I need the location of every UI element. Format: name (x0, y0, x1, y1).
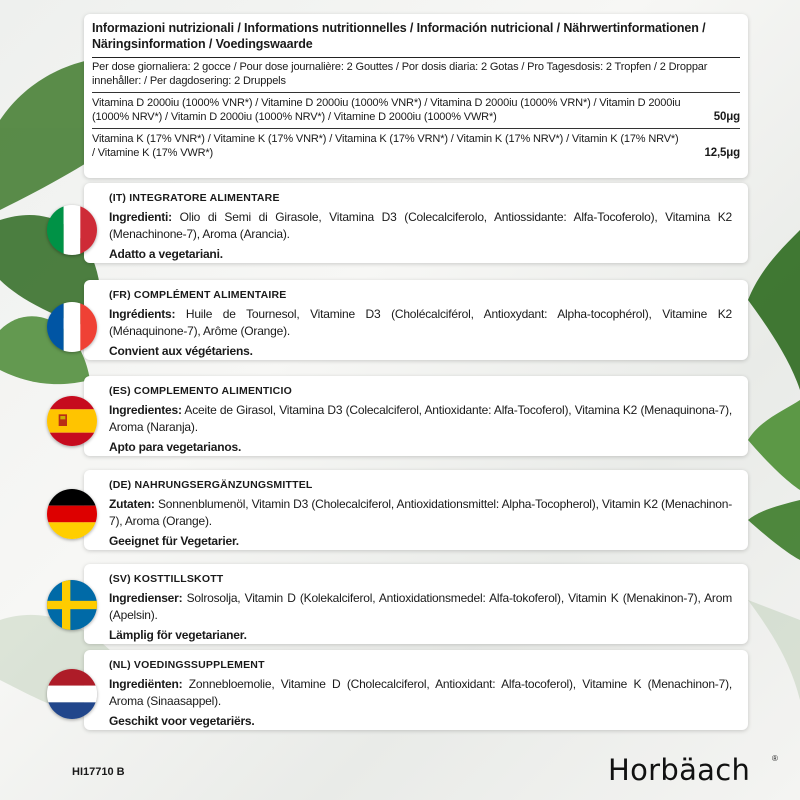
lang-heading: (ES) COMPLEMENTO ALIMENTICIO (109, 385, 292, 397)
ingredients-text (109, 590, 732, 624)
ingredients-list: Olio di Semi di Girasole, Vitamina D3 (Colecalciferolo, Antiossidante: Alfa-Tocoferolo), Vitamina K2 (Menachinone-7), Aroma (Arancia). (109, 210, 732, 241)
ingredients-label: Ingredienser: (109, 591, 183, 605)
lang-heading: (NL) VOEDINGSSUPPLEMENT (109, 659, 265, 671)
registered-mark: ® (772, 754, 778, 763)
ingredients-list: Solrosolja, Vitamin D (Kolekalciferol, Antioxidationsmedel: Alfa-tokoferol), Vitamin K (Menakinon-7), Arom (Apelsin). (109, 591, 732, 622)
ingredients-list: Zonnebloemolie, Vitamine D (Cholecalciferol, Antioxidant: Alfa-tocoferol), Vitamine K (Menachinon-7), Aroma (Sinaasappel). (109, 677, 732, 708)
divider (92, 92, 740, 93)
brand-logo: Horbäach (608, 753, 751, 787)
daily-dose-text: Per dose giornaliera: 2 gocce / Pour dose journalière: 2 Gouttes / Por dosis diaria: 2 Gotas / Pro Tagesdosis: 2 Tropfen / 2 Droppar innehåller: / Per dagdosering: 2 Druppels (92, 61, 708, 87)
lang-heading: (SV) KOSTTILLSKOTT (109, 573, 224, 585)
spain-flag-icon (47, 396, 97, 446)
lang-card-es (84, 376, 748, 456)
vegetarian-note: Lämplig för vegetarianer. (109, 628, 247, 642)
lang-heading: (IT) INTEGRATORE ALIMENTARE (109, 192, 280, 204)
vegetarian-note: Geschikt voor vegetariërs. (109, 714, 255, 728)
divider (92, 128, 740, 129)
france-flag-icon (47, 302, 97, 352)
lang-card-fr (84, 280, 748, 360)
ingredients-list: Huile de Tournesol, Vitamine D3 (Cholécalciférol, Antioxydant: Alpha-tocophérol), Vitamine K2 (Ménaquinone-7), Arôme (Orange). (109, 307, 732, 338)
nutrition-panel (84, 14, 748, 178)
nutrient-value: 12,5μg (704, 146, 740, 159)
lang-heading: (FR) COMPLÉMENT ALIMENTAIRE (109, 289, 287, 301)
ingredients-text (109, 402, 732, 436)
divider (92, 57, 740, 58)
ingredients-label: Ingredienti: (109, 210, 172, 224)
nutrient-label: Vitamina K (17% VNR*) / Vitamine K (17% VNR*) / Vitamina K (17% VRN*) / Vitamin K (17% NRV*) / Vitamin K (17% NRV*) / Vitamine K (17% VWR*) (92, 133, 679, 159)
product-code: HI17710 B (72, 766, 125, 778)
ingredients-label: Ingrediënten: (109, 677, 183, 691)
nutrition-title: Informazioni nutrizionali / Informations nutritionnelles / Información nutricional / Nährwertinformationen / Näringsinformation / Voedingswaarde (92, 21, 706, 51)
ingredients-text (109, 306, 732, 340)
lang-card-de (84, 470, 748, 550)
netherlands-flag-icon (47, 669, 97, 719)
ingredients-text (109, 209, 732, 243)
vegetarian-note: Apto para vegetarianos. (109, 440, 242, 454)
lang-card-sv (84, 564, 748, 644)
ingredients-label: Ingrédients: (109, 307, 176, 321)
vegetarian-note: Geeignet für Vegetarier. (109, 534, 239, 548)
lang-heading: (DE) NAHRUNGSERGÄNZUNGSMITTEL (109, 479, 313, 491)
vegetarian-note: Convient aux végétariens. (109, 344, 253, 358)
lang-card-it (84, 183, 748, 263)
nutrient-label: Vitamina D 2000iu (1000% VNR*) / Vitamine D 2000iu (1000% VNR*) / Vitamina D 2000iu (1000% VRN*) / Vitamin D 2000iu (1000% NRV*) / Vitamin D 2000iu (1000% NRV*) / Vitamine D 2000iu (1000% VWR*) (92, 97, 681, 123)
nutrient-row-vitamin-d (92, 97, 740, 124)
nutrient-row-vitamin-k (92, 133, 740, 160)
italy-flag-icon (47, 205, 97, 255)
ingredients-list: Aceite de Girasol, Vitamina D3 (Colecalciferol, Antioxidante: Alfa-Tocoferol), Vitamina K2 (Menaquinona-7), Aroma (Naranja). (109, 403, 732, 434)
ingredients-label: Ingredientes: (109, 403, 182, 417)
ingredients-text (109, 496, 732, 530)
nutrient-value: 50μg (713, 110, 740, 123)
sweden-flag-icon (47, 580, 97, 630)
ingredients-text (109, 676, 732, 710)
germany-flag-icon (47, 489, 97, 539)
lang-card-nl (84, 650, 748, 730)
ingredients-label: Zutaten: (109, 497, 155, 511)
ingredients-list: Sonnenblumenöl, Vitamin D3 (Cholecalciferol, Antioxidationsmittel: Alpha-Tocopherol), Vitamin K2 (Menachinon-7), Aroma (Orange). (109, 497, 732, 528)
vegetarian-note: Adatto a vegetariani. (109, 247, 223, 261)
